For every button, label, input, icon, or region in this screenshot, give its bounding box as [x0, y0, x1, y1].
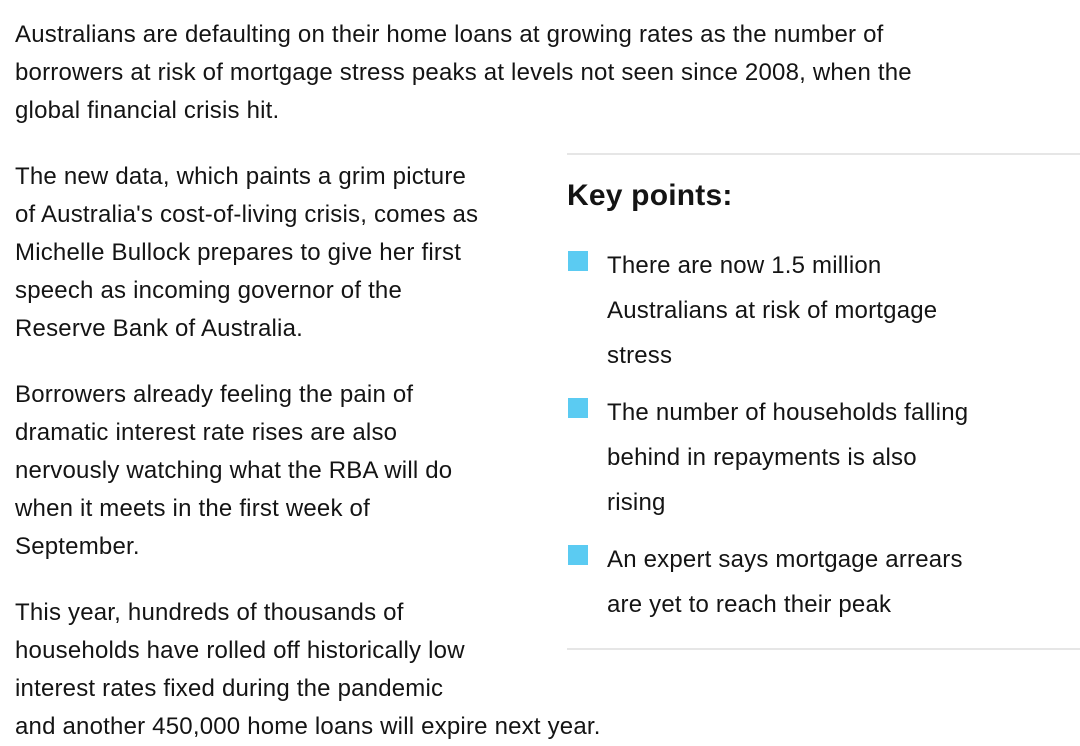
paragraph: The new data, which paints a grim picture of Australia's cost-of-living crisis, comes as Michelle Bullock prepares to give her first speech as incoming governor of the Reserve Bank of Australia.	[15, 163, 479, 342]
bullet-square-icon	[568, 545, 588, 565]
key-point-item	[567, 537, 1080, 627]
key-point-text: An expert says mortgage arrears are yet to reach their peak	[607, 546, 963, 618]
paragraph: Borrowers already feeling the pain of dramatic interest rate rises are also nervously watching what the RBA will do when it meets in the first week of September.	[15, 381, 453, 560]
bullet-square-icon	[568, 398, 588, 418]
lead-paragraph: Australians are defaulting on their home loans at growing rates as the number of borrowers at risk of mortgage stress peaks at levels not seen since 2008, when the global financial crisis hit.	[15, 21, 912, 124]
key-point-text: There are now 1.5 million Australians at risk of mortgage stress	[607, 252, 938, 369]
key-points-heading: Key points:	[567, 179, 733, 212]
key-point-item	[567, 390, 1080, 525]
bullet-square-icon	[568, 251, 588, 271]
key-points-list	[567, 243, 1080, 627]
key-point-item	[567, 243, 1080, 378]
paragraph: This year, hundreds of thousands of households have rolled off historically low interest rates fixed during the pandemic and another 450,000 home loans will expire next year.	[15, 599, 601, 740]
key-point-text: The number of households falling behind in repayments is also rising	[607, 399, 969, 516]
key-points-box	[567, 153, 1080, 650]
